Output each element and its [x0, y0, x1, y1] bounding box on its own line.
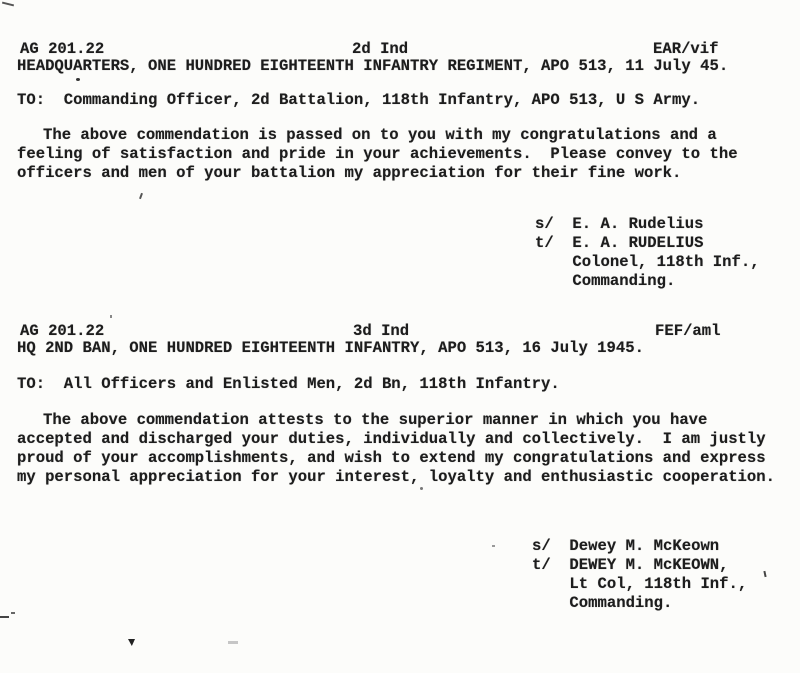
- ref-number-3d: AG 201.22: [20, 322, 105, 340]
- body-line: The above commendation attests to the superior manner in which you have: [43, 411, 708, 429]
- body-paragraph-2d: [17, 126, 738, 183]
- rank-line: Lt Col, 118th Inf.,: [532, 575, 748, 593]
- ink-speck: [0, 616, 9, 618]
- ink-speck: [420, 487, 423, 490]
- closing-line: Commanding.: [532, 594, 673, 612]
- signature-block-2d: [535, 215, 760, 291]
- typed-name-line: t/ E. A. RUDELIUS: [535, 234, 704, 252]
- ind-label-3d: 3d Ind: [353, 322, 410, 340]
- body-line: proud of your accomplishments, and wish to extend my congratulations and express: [17, 449, 766, 467]
- ink-speck: [76, 78, 80, 81]
- body-line: officers and men of your battalion my appreciation for their fine work.: [17, 164, 682, 182]
- ink-speck: [139, 193, 143, 199]
- headquarters-line-3d: HQ 2ND BAN, ONE HUNDRED EIGHTEENTH INFANTRY, APO 513, 16 July 1945.: [17, 339, 644, 357]
- to-line-2d: TO: Commanding Officer, 2d Battalion, 118th Infantry, APO 513, U S Army.: [17, 91, 701, 109]
- body-line: The above commendation is passed on to you with my congratulations and a: [43, 126, 717, 144]
- body-line: accepted and discharged your duties, individually and collectively. I am justly: [17, 430, 766, 448]
- ink-speck: [2, 2, 14, 7]
- routing-initials-2d: EAR/vif: [653, 40, 719, 58]
- ink-speck: [228, 641, 238, 644]
- ink-speck: [128, 639, 135, 646]
- body-line: my personal appreciation for your interest, loyalty and enthusiastic cooperation.: [17, 468, 775, 486]
- body-paragraph-3d: [17, 411, 775, 487]
- to-line-3d: TO: All Officers and Enlisted Men, 2d Bn, 118th Infantry.: [17, 375, 560, 393]
- ink-speck: [110, 315, 112, 318]
- body-line: feeling of satisfaction and pride in your achievements. Please convey to the: [17, 145, 738, 163]
- ink-speck: [11, 612, 15, 614]
- signed-name-line: s/ Dewey M. McKeown: [532, 537, 720, 555]
- closing-line: Commanding.: [535, 272, 676, 290]
- ink-speck: [492, 545, 495, 547]
- routing-initials-3d: FEF/aml: [655, 322, 721, 340]
- rank-line: Colonel, 118th Inf.,: [535, 253, 760, 271]
- ink-speck: [763, 571, 766, 577]
- ref-number-2d: AG 201.22: [20, 40, 105, 58]
- signature-block-3d: [532, 537, 747, 613]
- headquarters-line-2d: HEADQUARTERS, ONE HUNDRED EIGHTEENTH INFANTRY REGIMENT, APO 513, 11 July 45.: [17, 57, 729, 75]
- typed-name-line: t/ DEWEY M. McKEOWN,: [532, 556, 729, 574]
- ind-label-2d: 2d Ind: [352, 40, 409, 58]
- signed-name-line: s/ E. A. Rudelius: [535, 215, 704, 233]
